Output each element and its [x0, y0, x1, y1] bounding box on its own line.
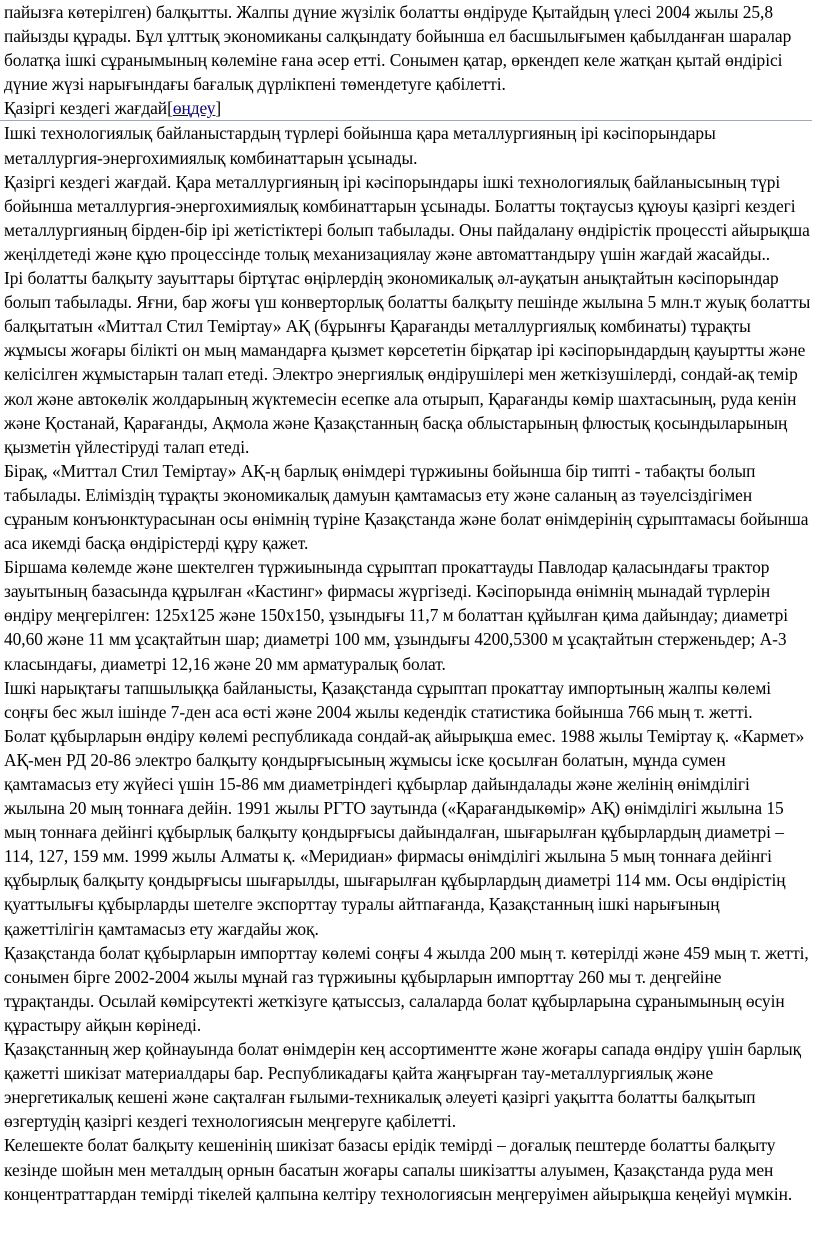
edit-link[interactable]: өңдеу [172, 98, 216, 119]
paragraph: Ірі болатты балқыту зауыттары біртұтас өңірлердің экономикалық әл-ауқатын анықтайтын кәсіпорындар болып табылады. Яғни, бар жоғы үш конверторлық болатты балқыту пешінде жылына 5 млн.т жуық болатты балқытатын «Миттал Стил Теміртау» АҚ (бұрынғы Қарағанды металлургиялық комбинаты) тұрақты жұмысы жоғары білікті он мың мамандарға қызмет көрсететін бірқатар ірі кәсіпорындардың қауыртты және келісілген жұмыстарын талап етеді. Электро энергиялық өндірушілері мен жеткізушілерді, сондай-ақ темір жол және автокөлік жолдарының жүктемесін есепке ала отырып, Қарағанды көмір шахтасының, руда кенін және Қостанай, Қарағанды, Ақмола және Қазақстанның басқа облыстарының флюстық қосындыларының қызметін үйлестіруді талап етеді. [4, 268, 811, 457]
paragraph: Ішкі нарықтағы тапшылыққа байланысты, Қазақстанда сұрыптап прокаттау импортының жалпы көлемі соңғы бес жыл ішінде 7-ден аса өсті және 2004 жылы кедендік статистика бойынша 766 мың т. жетті. [4, 677, 772, 722]
section-title: Қазіргі кездегі жағдай [4, 98, 168, 119]
intro-paragraph: пайызға көтерілген) балқытты. Жалпы дүние жүзілік болатты өндіруде Қытайдың үлесі 2004 жылы 25,8 пайызды құрады. Бұл ұлттық экономиканы салқындату бойынша ел басшылығымен қабылданған шаралар болатқа ішкі сұранымының көлеміне ғана әсер етті. Сонымен қатар, өркендеп келе жатқан қытай өндірісі дүние жүзі нарығындағы бағалық дүрлікпені төмендетуге қабілетті. [4, 2, 792, 95]
paragraph: Бірақ, «Миттал Стил Теміртау» АҚ-ң барлық өнімдері түржиыны бойынша бір типті - табақты болып табылады. Еліміздің тұрақты экономикалық дамуын қамтамасыз ету және саланың аз тәуелсіздігімен сұраным конъюнктурасынан осы өнімнің түріне Қазақстанда және болат өнімдерінің сұрыптамасы бойынша аса икемді басқа өндірістерді құру қажет. [4, 460, 809, 554]
paragraph: Біршама көлемде және шектелген түржиынында сұрыптап прокаттауды Павлодар қаласындағы трактор зауытының базасында құрылған «Кастинг» фирмасы жүргізеді. Кәсіпорында өнімнің мынадай түрлерін өндіру меңгерілген: 125х125 және 150х150, ұзындығы 11,7 м болаттан құйылған қима дайындау; диаметрі 40,60 және 11 мм ұсақтайтын шар; диаметрі 100 мм, ұзындығы 4200,5300 м ұсақтайтын стерженьдер; А-3 класындағы, диаметрі 12,16 және 20 мм арматуралық болат. [4, 557, 789, 674]
edit-bracket-open: [ [167, 98, 173, 119]
paragraph: Ішкі технологиялық байланыстардың түрлері бойынша қара металлургияның ірі кәсіпорындары металлургия-энергохимиялық комбинаттарын ұсынады. [4, 123, 716, 168]
paragraph: Қазақстанда болат құбырларын импорттау көлемі соңғы 4 жылда 200 мың т. көтерілді және 459 мың т. жетті, сонымен бірге 2002-2004 жылы мұнай газ түржиыны құбырларын импорттау 260 мы т. деңгейіне тұрақтанды. Осылай көмірсутекті жеткізуге қатыссыз, салаларда болат құбырларына сұранымының өсуін құрастыру айқын көрінеді. [4, 942, 809, 1035]
paragraph: Қазақстанның жер қойнауында болат өнімдерін кең ассортиментте және жоғары сапада өндіру үшін барлық қажетті шикізат материалдары бар. Республикадағы қайта жаңғырған тау-металлургиялық және энергетикалық кешені және сақталған ғылыми-техникалық әлеуеті қазіргі уақытта болатты балқытып өзгертудің қазіргі кездегі технологиясын меңгеруге қабілетті. [4, 1039, 801, 1132]
paragraph: Болат құбырларын өндіру көлемі республикада сондай-ақ айырықша емес. 1988 жылы Теміртау қ. «Кармет» АҚ-мен РД 20-86 электро балқыту қондырғысының жұмысы іске қосылған болатын, мұнда сумен қамтамасыз ету жүйесі үшін 15-86 мм диаметріндегі құбырлар дайындалады және желінің өнімділігі жылына 20 мың тоннаға дейін. 1991 жылы РГТО заутында («Қарағандыкөмір» АҚ) өнімділігі жылына 15 мың тоннаға дейінгі құбырлық балқыту қондырғысы дайындалған, шығарылған құбырлардың диаметрі – 114, 127, 159 мм. 1999 жылы Алматы қ. «Меридиан» фирмасы өнімділігі жылына 5 мың тоннаға дейінгі құбырлық балқыту қондырғысы шығарылды, шығарылған құбырлардың диаметрі 114 мм. Осы өндірістің қуаттылығы құбырларды шетелге экспорттау туралы айтпағанда, Қазақстанның ішкі нарығының қажеттілігін қамтамасыз ету жағдайы жоқ. [4, 725, 805, 939]
paragraph: Қазіргі кездегі жағдай. Қара металлургияның ірі кәсіпорындары ішкі технологиялық байланысының түрі бойынша металлургия-энергохимиялық комбинаттарын ұсынады. Болатты тоқтаусыз құюуы қазіргі кездегі металлургияның бірден-бір ірі жетістіктері болып табылады. Оны пайдалану өндірістік процессті айырықша жеңілдетеді және құю процессінде толық механизациялау және автоматтандыру үшін жағдай жасайды.. [4, 171, 810, 264]
paragraph: Келешекте болат балқыту кешенінің шикізат базасы ерідік темірді – доғалық пештерде болатты балқыту кезінде шойын мен металдың орнын басатын жоғары сапалы шикізатты алуымен, Қазақстанда руда мен концентраттардан темірді тікелей қалпына келтіру технологиясын меңгеруімен айырықша кеңейуі мүмкін. [4, 1135, 793, 1204]
edit-bracket-close: ] [215, 98, 222, 119]
section-heading [4, 96, 812, 120]
